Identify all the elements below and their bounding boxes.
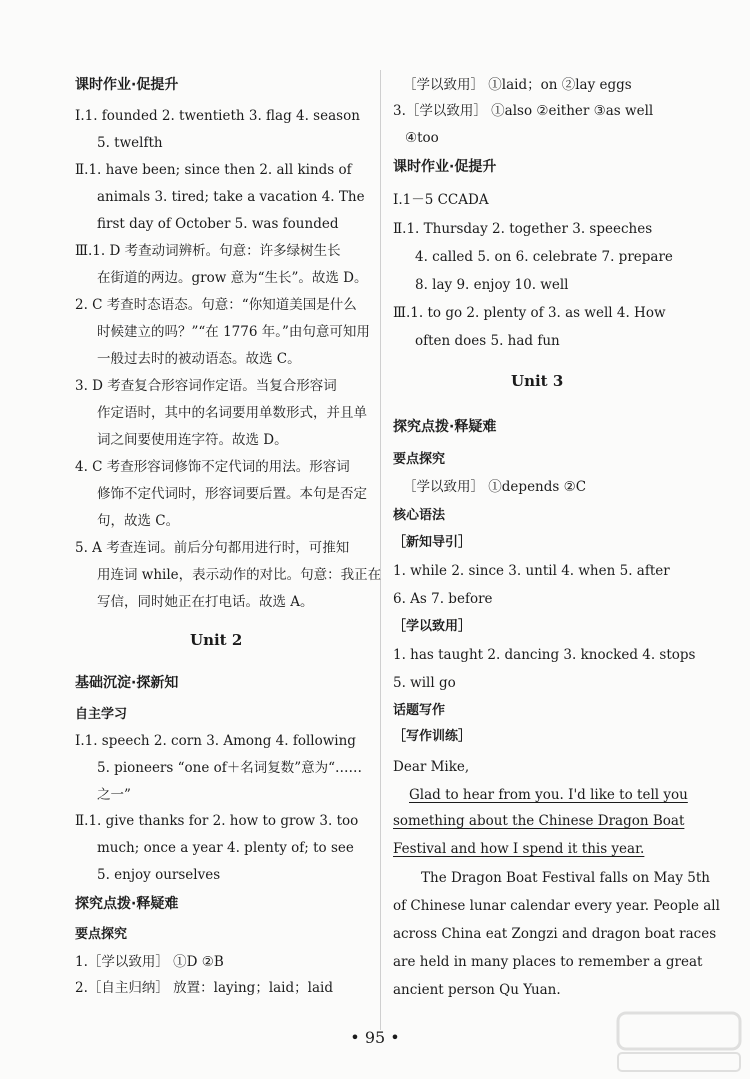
letter-line: are held in many places to remember a great [393, 954, 703, 970]
answer-line: 1.［学以致用］ ①D ②B [75, 954, 224, 970]
answer-line: ④too [405, 130, 439, 146]
left-column [75, 0, 382, 1079]
answer-line: 2.［自主归纳］ 放置：laying；laid；laid [75, 980, 333, 996]
section-heading: 探究点拨·释疑难 [393, 419, 497, 435]
bracket-tag: ［学以致用］ [393, 619, 472, 634]
answer-line: Ⅱ.1. Thursday 2. together 3. speeches [393, 221, 653, 237]
section-heading: 课时作业·促提升 [393, 159, 497, 175]
answer-line: 6. As 7. before [393, 591, 493, 607]
subsection-heading: 核心语法 [393, 508, 446, 523]
answer-line: 3. D 考查复合形容词作定语。当复合形容词 [75, 378, 337, 394]
subsection-heading: 要点探究 [75, 927, 128, 942]
letter-line: of Chinese lunar calendar every year. People all [393, 898, 720, 914]
letter-line: across China eat Zongzi and dragon boat races [393, 926, 717, 942]
unit-title: Unit 2 [190, 631, 243, 649]
answer-line: 句，故选 C。 [97, 513, 180, 529]
answer-line: 修饰不定代词时，形容词要后置。本句是否定 [97, 486, 367, 502]
subsection-heading: 要点探究 [393, 452, 446, 467]
answer-line: 5. pioneers “one of＋名词复数”意为“…… [97, 760, 363, 776]
answer-line: 5. twelfth [97, 135, 163, 151]
answer-line: 写信，同时她正在打电话。故选 A。 [97, 594, 314, 610]
answer-line: 之一” [97, 787, 131, 803]
answer-line: 3.［学以致用］ ①also ②either ③as well [393, 103, 654, 119]
subsection-heading: 自主学习 [75, 707, 128, 722]
answer-line: 在街道的两边。grow 意为“生长”。故选 D。 [97, 270, 368, 286]
answer-line: ［学以致用］ ①depends ②C [403, 479, 587, 495]
answer-line: much; once a year 4. plenty of; to see [97, 840, 354, 856]
answer-line: 4. called 5. on 6. celebrate 7. prepare [415, 249, 673, 265]
answer-line: 5. enjoy ourselves [97, 867, 221, 883]
answer-line: 词之间要使用连字符。故选 D。 [97, 432, 288, 448]
column-divider [380, 70, 381, 1030]
answer-line: Ⅰ.1. founded 2. twentieth 3. flag 4. season [75, 108, 360, 124]
answer-line: ［学以致用］ ①laid；on ②lay eggs [403, 77, 632, 93]
answer-line: 用连词 while，表示动作的对比。句意：我正在 [97, 567, 382, 583]
answer-line: first day of October 5. was founded [97, 216, 339, 232]
bracket-tag: ［新知导引］ [393, 535, 472, 550]
answer-line: Ⅱ.1. have been; since then 2. all kinds of [75, 162, 352, 178]
letter-line: ancient person Qu Yuan. [393, 982, 561, 998]
unit-title: Unit 3 [511, 372, 564, 390]
answer-line: 5. A 考查连词。前后分句都用进行时，可推知 [75, 540, 350, 556]
right-column [393, 0, 720, 1079]
watermark-logo [614, 1009, 744, 1075]
letter-line-underlined: something about the Chinese Dragon Boat [393, 813, 685, 829]
answer-line: 8. lay 9. enjoy 10. well [415, 277, 569, 293]
letter-line-underlined: Festival and how I spend it this year. [393, 841, 645, 857]
answer-line: 4. C 考查形容词修饰不定代词的用法。形容词 [75, 459, 350, 475]
subsection-heading: 话题写作 [393, 703, 446, 718]
section-heading: 课时作业·促提升 [75, 77, 179, 93]
bracket-tag: ［写作训练］ [393, 729, 472, 744]
page-number: • 95 • [350, 1028, 400, 1047]
answer-line: 作定语时，其中的名词要用单数形式，并且单 [97, 405, 367, 421]
answer-line: often does 5. had fun [415, 333, 560, 349]
answer-line: 时候建立的吗？”“在 1776 年。”由句意可知用 [97, 324, 370, 340]
section-heading: 探究点拨·释疑难 [75, 896, 179, 912]
answer-line: Ⅲ.1. to go 2. plenty of 3. as well 4. How [393, 305, 666, 321]
answer-line: 5. will go [393, 675, 456, 691]
answer-line: animals 3. tired; take a vacation 4. The [97, 189, 365, 205]
answer-line: 一般过去时的被动语态。故选 C。 [97, 351, 301, 367]
answer-line: 1. while 2. since 3. until 4. when 5. after [393, 563, 670, 579]
answer-line: 1. has taught 2. dancing 3. knocked 4. stops [393, 647, 696, 663]
answer-line: Ⅲ.1. D 考查动词辨析。句意：许多绿树生长 [75, 243, 341, 259]
letter-line-underlined: Glad to hear from you. I'd like to tell you [409, 787, 688, 803]
answer-line: Ⅰ.1－5 CCADA [393, 192, 489, 208]
letter-greeting: Dear Mike, [393, 759, 470, 775]
answer-line: 2. C 考查时态语态。句意：“你知道美国是什么 [75, 297, 357, 313]
answer-line: Ⅱ.1. give thanks for 2. how to grow 3. too [75, 813, 359, 829]
letter-line: The Dragon Boat Festival falls on May 5th [421, 870, 710, 886]
answer-line: Ⅰ.1. speech 2. corn 3. Among 4. following [75, 733, 356, 749]
section-heading: 基础沉淀·探新知 [75, 675, 179, 691]
